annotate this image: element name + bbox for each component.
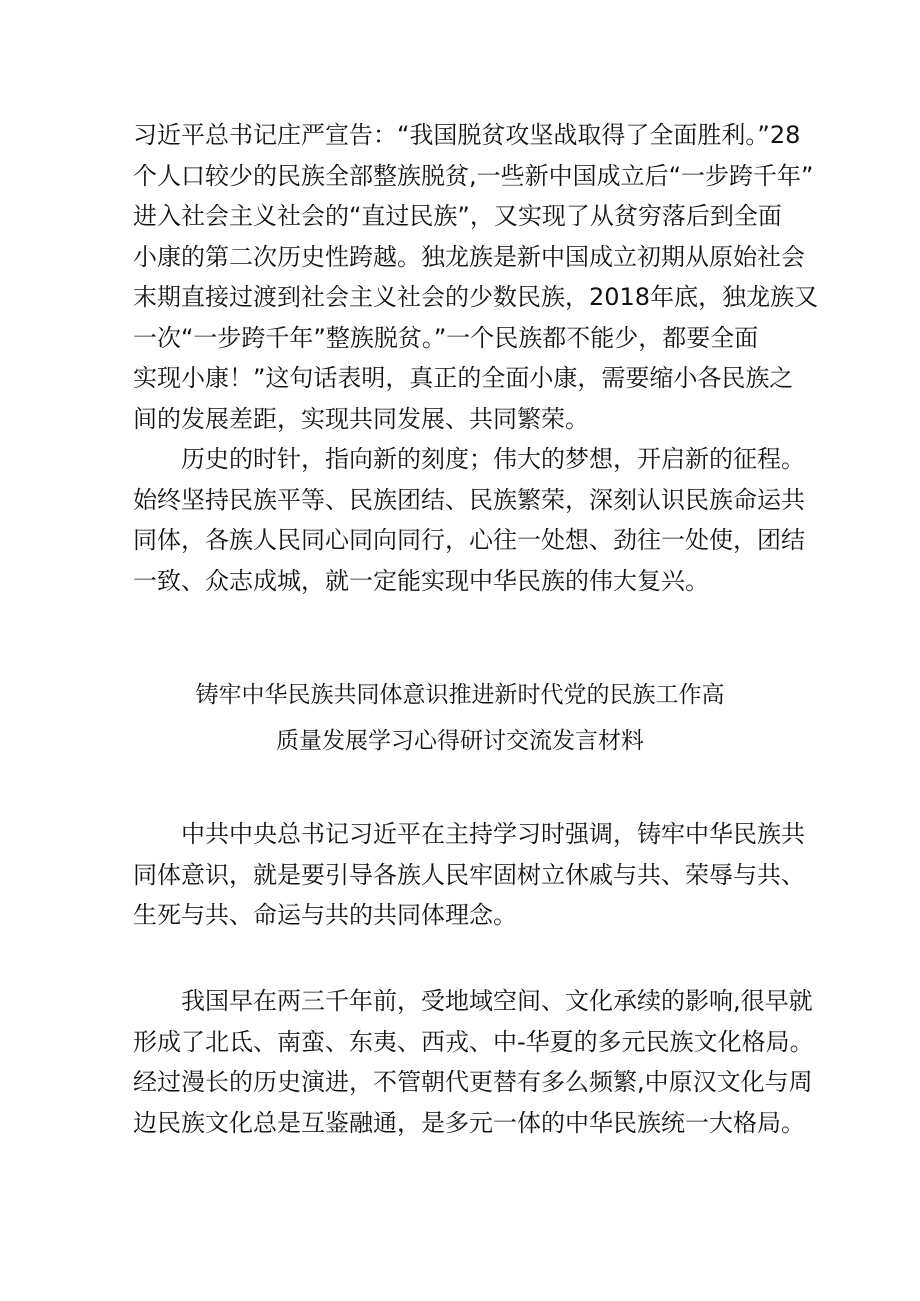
text-line: 间的发展差距，实现共同发展、共同繁荣。 — [133, 404, 589, 433]
text-line: 一致、众志成城，就一定能实现中华民族的伟大复兴。 — [133, 566, 709, 595]
text-line: 同体意识，就是要引导各族人民牢固树立休戚与共、荣辱与共、 — [133, 860, 805, 889]
text-line: 末期直接过渡到社会主义社会的少数民族，2018年底，独龙族又 — [133, 283, 819, 311]
paragraph-cultural-history — [133, 981, 814, 1143]
text-line: 小康的第二次历史性跨越。独龙族是新中国成立初期从原始社会 — [133, 242, 805, 271]
document-title — [0, 672, 920, 764]
paragraph-poverty-alleviation — [133, 115, 819, 439]
text-line: 生死与共、命运与共的共同体理念。 — [133, 901, 517, 929]
text-line: 习近平总书记庄严宣告：“我国脱贫攻坚战取得了全面胜利。”28 — [133, 121, 801, 149]
title-line: 质量发展学习心得研讨交流发言材料 — [276, 728, 644, 754]
text-line: 边民族文化总是互鉴融通，是多元一体的中华民族统一大格局。 — [133, 1108, 805, 1137]
text-line: 历史的时针，指向新的刻度；伟大的梦想，开启新的征程。 — [181, 445, 805, 473]
text-line: 我国早在两三千年前，受地域空间、文化承续的影响,很早就 — [181, 987, 813, 1015]
text-line: 实现小康！”这句话表明，真正的全面小康，需要缩小各民族之 — [133, 364, 794, 392]
text-line: 一次“一步跨千年”整族脱贫。”一个民族都不能少，都要全面 — [133, 323, 759, 352]
text-line: 个人口较少的民族全部整族脱贫,一些新中国成立后“一步跨千年” — [133, 161, 814, 190]
text-line: 中共中央总书记习近平在主持学习时强调，铸牢中华民族共 — [181, 820, 805, 848]
text-line: 经过漫长的历史演进，不管朝代更替有多么频繁,中原汉文化与周 — [133, 1068, 813, 1096]
paragraph-historic-journey — [133, 439, 805, 601]
text-line: 始终坚持民族平等、民族团结、民族繁荣，深刻认识民族命运共 — [133, 485, 805, 514]
text-line: 进入社会主义社会的“直过民族”，又实现了从贫穷落后到全面 — [133, 202, 782, 230]
text-line: 形成了北氐、南蛮、东夷、西戎、中-华夏的多元民族文化格局。 — [133, 1027, 814, 1056]
paragraph-community-awareness — [133, 814, 805, 936]
title-line: 铸牢中华民族共同体意识推进新时代党的民族工作高 — [195, 682, 725, 708]
text-line: 同体，各族人民同心同向同行，心往一处想、劲往一处使，团结 — [133, 526, 805, 554]
